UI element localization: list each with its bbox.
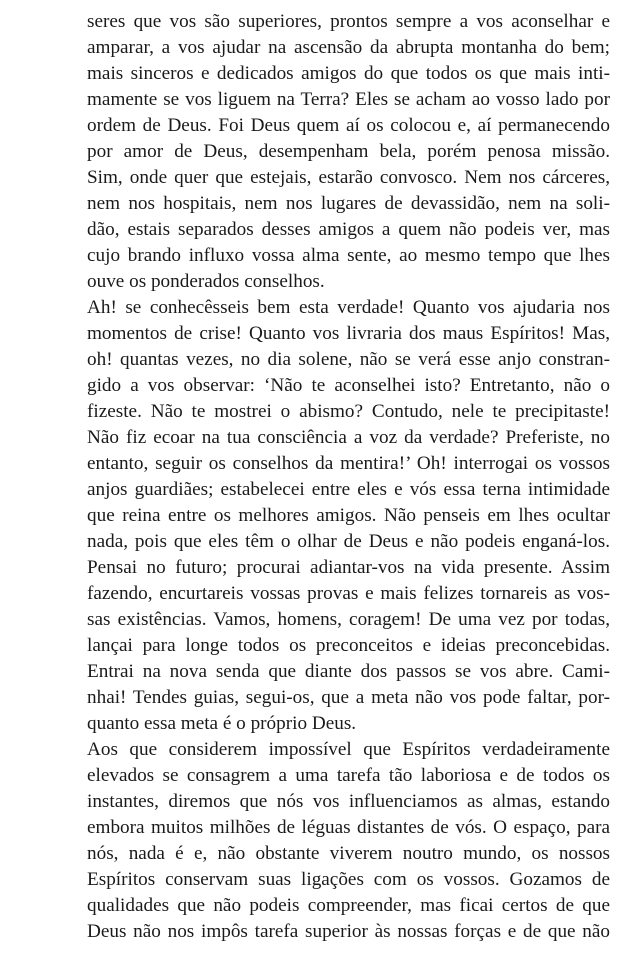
text-line: oh! quantas vezes, no dia solene, não se verá esse anjo constran- (87, 349, 610, 370)
text-line: Não fiz ecoar na tua consciência a voz da verdade? Preferiste, no (87, 427, 610, 448)
text-line: amparar, a vos ajudar na ascensão da abrupta montanha do bem; (87, 37, 610, 58)
text-line: que reina entre os melhores amigos. Não penseis em lhes ocultar (87, 505, 610, 526)
text-line: mamente se vos liguem na Terra? Eles se acham ao vosso lado por (87, 89, 610, 110)
text-line: nada, pois que eles têm o olhar de Deus e não podeis enganá-los. (87, 531, 610, 552)
text-line: seres que vos são superiores, prontos sempre a vos aconselhar e (87, 11, 610, 32)
text-line: nhai! Tendes guias, segui-os, que a meta não vos pode faltar, por- (87, 687, 610, 708)
text-line: dão, estais separados desses amigos a quem não podeis ver, mas (87, 219, 610, 240)
text-line: gido a vos observar: ‘Não te aconselhei isto? Entretanto, não o (87, 375, 610, 396)
text-line: qualidades que não podeis compreender, mas ficai certos de que (87, 895, 610, 916)
text-line: instantes, diremos que nós vos influenciamos as almas, estando (87, 791, 610, 812)
text-line: mais sinceros e dedicados amigos do que todos os que mais inti- (87, 63, 610, 84)
text-line: anjos guardiães; estabelecei entre eles e vós essa terna intimidade (87, 479, 610, 500)
text-line: Espíritos conservam suas ligações com os vossos. Gozamos de (87, 869, 610, 890)
text-line: entanto, seguir os conselhos da mentira!’ Oh! interrogai os vossos (87, 453, 610, 474)
text-line: cujo brando influxo vossa alma sente, ao mesmo tempo que lhes (87, 245, 610, 266)
text-line: Aos que considerem impossível que Espíritos verdadeiramente (87, 739, 610, 760)
text-line: elevados se consagrem a uma tarefa tão laboriosa e de todos os (87, 765, 610, 786)
text-line: embora muitos milhões de léguas distantes de vós. O espaço, para (87, 817, 610, 838)
text-line: lançai para longe todos os preconceitos e ideias preconcebidas. (87, 635, 610, 656)
text-line: Deus não nos impôs tarefa superior às nossas forças e de que não (87, 921, 610, 942)
text-line: nem nos hospitais, nem nos lugares de devassidão, nem na soli- (87, 193, 610, 214)
text-line: por amor de Deus, desempenham bela, porém penosa missão. (87, 141, 610, 162)
text-line: nós, nada é e, não obstante viverem noutro mundo, os nossos (87, 843, 610, 864)
text-line: ordem de Deus. Foi Deus quem aí os colocou e, aí permanecendo (87, 115, 610, 136)
text-line: momentos de crise! Quanto vos livraria dos maus Espíritos! Mas, (87, 323, 610, 344)
text-line: Ah! se conhecêsseis bem esta verdade! Quanto vos ajudaria nos (87, 297, 610, 318)
text-line: fizeste. Não te mostrei o abismo? Contudo, nele te precipitaste! (87, 401, 610, 422)
text-line: Entrai na nova senda que diante dos passos se vos abre. Cami- (87, 661, 610, 682)
text-line: sas existências. Vamos, homens, coragem! De uma vez por todas, (87, 609, 610, 630)
text-line: Sim, onde quer que estejais, estarão convosco. Nem nos cárceres, (87, 167, 610, 188)
document-body (87, 0, 610, 945)
text-line: ouve os ponderados conselhos. (87, 271, 325, 292)
text-line: Pensai no futuro; procurai adiantar-vos na vida presente. Assim (87, 557, 610, 578)
text-line: fazendo, encurtareis vossas provas e mais felizes tornareis as vos- (87, 583, 610, 604)
text-line: quanto essa meta é o próprio Deus. (87, 713, 357, 734)
